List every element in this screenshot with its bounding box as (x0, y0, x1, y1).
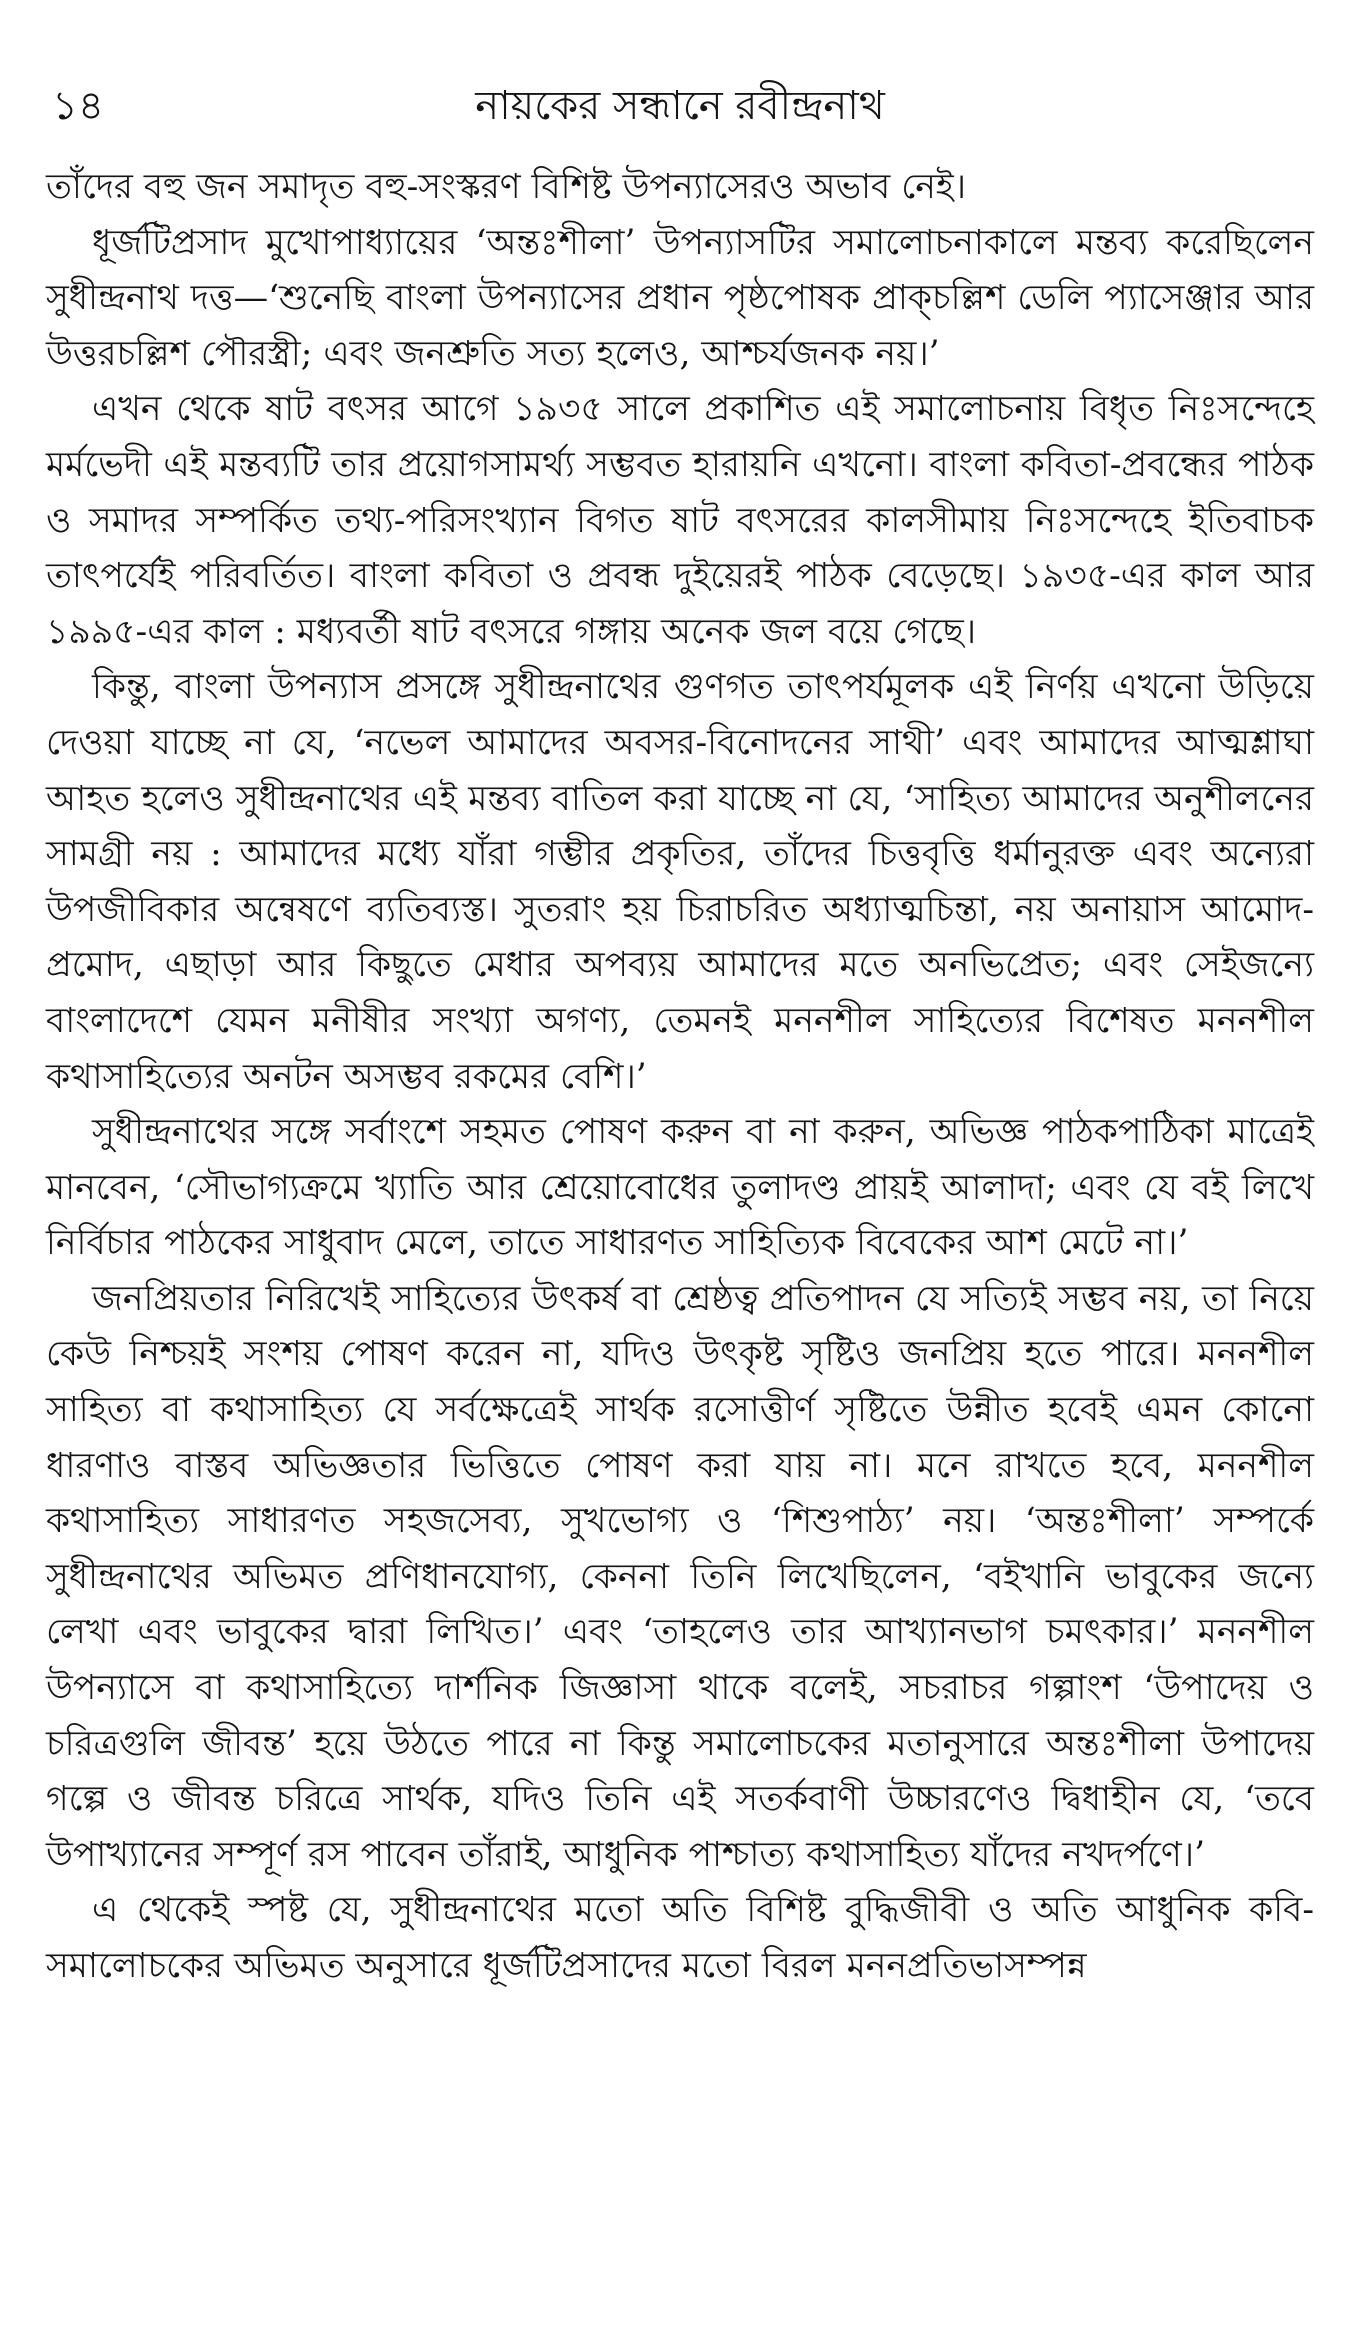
paragraph-2: ধূর্জটিপ্রসাদ মুখোপাধ্যায়ের ‘অন্তঃশীলা’ উপন্যাসটির সমালোচনাকালে মন্তব্য করেছিলেন সুধীন্দ্রনাথ দত্ত—‘শুনেছি বাংলা উপন্যাসের প্রধান পৃষ্ঠপোষক প্রাক্চল্লিশ ডেলি প্যাসেঞ্জার আর উত্তরচল্লিশ পৌরস্ত্রী; এবং জনশ্রুতি সত্য হলেও, আশ্চর্যজনক নয়।’ (46, 222, 1314, 374)
paragraph-7: এ থেকেই স্পষ্ট যে, সুধীন্দ্রনাথের মতো অতি বিশিষ্ট বুদ্ধিজীবী ও অতি আধুনিক কবি-সমালোচকের অভিমত অনুসারে ধূর্জটিপ্রসাদের মতো বিরল মননপ্রতিভাসম্পন্ন (46, 1890, 1314, 1986)
book-page (46, 0, 1314, 2348)
paragraph-3: এখন থেকে ষাট বৎসর আগে ১৯৩৫ সালে প্রকাশিত এই সমালোচনায় বিধৃত নিঃসন্দেহে মর্মভেদী এই মন্তব্যটি তার প্রয়োগসামর্থ্য সম্ভবত হারায়নি এখনো। বাংলা কবিতা-প্রবন্ধের পাঠক ও সমাদর সম্পর্কিত তথ্য-পরিসংখ্যান বিগত ষাট বৎসরের কালসীমায় নিঃসন্দেহে ইতিবাচক তাৎপর্যেই পরিবর্তিত। বাংলা কবিতা ও প্রবন্ধ দুইয়েরই পাঠক বেড়েছে। ১৯৩৫-এর কাল আর ১৯৯৫-এর কাল : মধ্যবর্তী ষাট বৎসরে গঙ্গায় অনেক জল বয়ে গেছে। (46, 389, 1314, 652)
paragraph-1: তাঁদের বহু জন সমাদৃত বহু-সংস্করণ বিশিষ্ট উপন্যাসেরও অভাব নেই। (46, 167, 967, 207)
paragraph-5: সুধীন্দ্রনাথের সঙ্গে সর্বাংশে সহমত পোষণ করুন বা না করুন, অভিজ্ঞ পাঠকপাঠিকা মাত্রেই মানবেন, ‘সৌভাগ্যক্রমে খ্যাতি আর শ্রেয়োবোধের তুলাদণ্ড প্রায়ই আলাদা; এবং যে বই লিখে নির্বিচার পাঠকের সাধুবাদ মেলে, তাতে সাধারণত সাহিত্যিক বিবেকের আশ মেটে না।’ (46, 1112, 1314, 1264)
page-number: ১৪ (52, 83, 104, 129)
body-text (46, 160, 1314, 1995)
paragraph-4: কিন্তু, বাংলা উপন্যাস প্রসঙ্গে সুধীন্দ্রনাথের গুণগত তাৎপর্যমূলক এই নির্ণয় এখনো উড়িয়ে দেওয়া যাচ্ছে না যে, ‘নভেল আমাদের অবসর-বিনোদনের সাথী’ এবং আমাদের আত্মশ্লাঘা আহত হলেও সুধীন্দ্রনাথের এই মন্তব্য বাতিল করা যাচ্ছে না যে, ‘সাহিত্য আমাদের অনুশীলনের সামগ্রী নয় : আমাদের মধ্যে যাঁরা গম্ভীর প্রকৃতির, তাঁদের চিত্তবৃত্তি ধর্মানুরক্ত এবং অন্যেরা উপজীবিকার অন্বেষণে ব্যতিব্যস্ত। সুতরাং হয় চিরাচরিত অধ্যাত্মচিন্তা, নয় অনায়াস আমোদ-প্রমোদ, এছাড়া আর কিছুতে মেধার অপব্যয় আমাদের মতে অনভিপ্রেত; এবং সেইজন্যে বাংলাদেশে যেমন মনীষীর সংখ্যা অগণ্য, তেমনই মননশীল সাহিত্যের বিশেষত মননশীল কথাসাহিত্যের অনটন অসম্ভব রকমের বেশি।’ (46, 667, 1314, 1097)
paragraph-6: জনপ্রিয়তার নিরিখেই সাহিত্যের উৎকর্ষ বা শ্রেষ্ঠত্ব প্রতিপাদন যে সত্যিই সম্ভব নয়, তা নিয়ে কেউ নিশ্চয়ই সংশয় পোষণ করেন না, যদিও উৎকৃষ্ট সৃষ্টিও জনপ্রিয় হতে পারে। মননশীল সাহিত্য বা কথাসাহিত্য যে সর্বক্ষেত্রেই সার্থক রসোত্তীর্ণ সৃষ্টিতে উন্নীত হবেই এমন কোনো ধারণাও বাস্তব অভিজ্ঞতার ভিত্তিতে পোষণ করা যায় না। মনে রাখতে হবে, মননশীল কথাসাহিত্য সাধারণত সহজসেব্য, সুখভোগ্য ও ‘শিশুপাঠ্য’ নয়। ‘অন্তঃশীলা’ সম্পর্কে সুধীন্দ্রনাথের অভিমত প্রণিধানযোগ্য, কেননা তিনি লিখেছিলেন, ‘বইখানি ভাবুকের জন্যে লেখা এবং ভাবুকের দ্বারা লিখিত।’ এবং ‘তাহলেও তার আখ্যানভাগ চমৎকার।’ মননশীল উপন্যাসে বা কথাসাহিত্যে দার্শনিক জিজ্ঞাসা থাকে বলেই, সচরাচর গল্পাংশ ‘উপাদেয় ও চরিত্রগুলি জীবন্ত’ হয়ে উঠতে পারে না কিন্তু সমালোচকের মতানুসারে অন্তঃশীলা উপাদেয় গল্পে ও জীবন্ত চরিত্রে সার্থক, যদিও তিনি এই সতর্কবাণী উচ্চারণেও দ্বিধাহীন যে, ‘তবে উপাখ্যানের সম্পূর্ণ রস পাবেন তাঁরাই, আধুনিক পাশ্চাত্য কথাসাহিত্য যাঁদের নখদর্পণে।’ (46, 1278, 1314, 1875)
running-title: নায়কের সন্ধানে রবীন্দ্রনাথ (475, 83, 885, 129)
running-head (46, 0, 1314, 150)
